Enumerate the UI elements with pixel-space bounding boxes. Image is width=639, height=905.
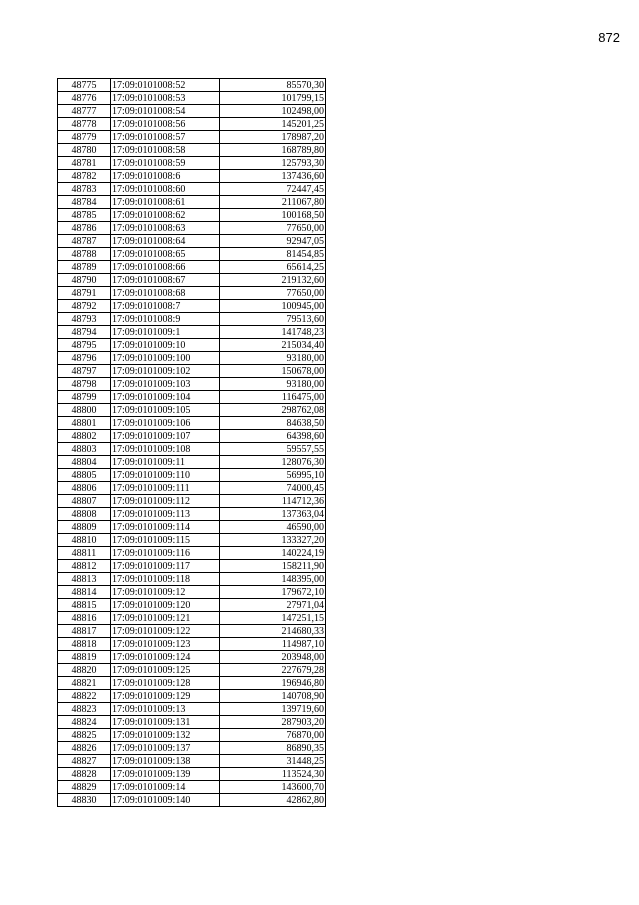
value-cell: 147251,15 [220,612,326,625]
row-number-cell: 48820 [58,664,111,677]
row-number-cell: 48778 [58,118,111,131]
table-row [58,365,326,378]
value-cell: 141748,23 [220,326,326,339]
cadastral-number-cell: 17:09:0101008:62 [111,209,220,222]
value-cell: 215034,40 [220,339,326,352]
cadastral-number-cell: 17:09:0101008:52 [111,79,220,92]
row-number-cell: 48791 [58,287,111,300]
cadastral-number-cell: 17:09:0101009:14 [111,781,220,794]
table-row [58,781,326,794]
cadastral-number-cell: 17:09:0101009:123 [111,638,220,651]
cadastral-number-cell: 17:09:0101008:68 [111,287,220,300]
table-row [58,495,326,508]
value-cell: 114712,36 [220,495,326,508]
row-number-cell: 48779 [58,131,111,144]
value-cell: 143600,70 [220,781,326,794]
table-row [58,443,326,456]
row-number-cell: 48781 [58,157,111,170]
table-row [58,560,326,573]
value-cell: 137436,60 [220,170,326,183]
value-cell: 148395,00 [220,573,326,586]
row-number-cell: 48823 [58,703,111,716]
table-row [58,742,326,755]
row-number-cell: 48789 [58,261,111,274]
value-cell: 219132,60 [220,274,326,287]
table-row [58,391,326,404]
value-cell: 178987,20 [220,131,326,144]
row-number-cell: 48802 [58,430,111,443]
cadastral-number-cell: 17:09:0101009:10 [111,339,220,352]
cadastral-number-cell: 17:09:0101009:118 [111,573,220,586]
row-number-cell: 48829 [58,781,111,794]
row-number-cell: 48790 [58,274,111,287]
cadastral-number-cell: 17:09:0101009:138 [111,755,220,768]
value-cell: 79513,60 [220,313,326,326]
row-number-cell: 48815 [58,599,111,612]
cadastral-value-table [57,78,326,807]
cadastral-number-cell: 17:09:0101009:137 [111,742,220,755]
row-number-cell: 48804 [58,456,111,469]
value-cell: 179672,10 [220,586,326,599]
cadastral-number-cell: 17:09:0101009:128 [111,677,220,690]
row-number-cell: 48816 [58,612,111,625]
cadastral-number-cell: 17:09:0101008:9 [111,313,220,326]
row-number-cell: 48807 [58,495,111,508]
cadastral-number-cell: 17:09:0101009:129 [111,690,220,703]
cadastral-number-cell: 17:09:0101008:58 [111,144,220,157]
cadastral-number-cell: 17:09:0101009:122 [111,625,220,638]
cadastral-number-cell: 17:09:0101009:108 [111,443,220,456]
table-row [58,92,326,105]
value-cell: 137363,04 [220,508,326,521]
row-number-cell: 48775 [58,79,111,92]
cadastral-number-cell: 17:09:0101009:112 [111,495,220,508]
row-number-cell: 48794 [58,326,111,339]
cadastral-number-cell: 17:09:0101009:125 [111,664,220,677]
table-row [58,378,326,391]
value-cell: 168789,80 [220,144,326,157]
row-number-cell: 48780 [58,144,111,157]
value-cell: 46590,00 [220,521,326,534]
row-number-cell: 48821 [58,677,111,690]
value-cell: 56995,10 [220,469,326,482]
cadastral-number-cell: 17:09:0101008:65 [111,248,220,261]
table-row [58,586,326,599]
cadastral-number-cell: 17:09:0101009:11 [111,456,220,469]
cadastral-number-cell: 17:09:0101008:59 [111,157,220,170]
row-number-cell: 48798 [58,378,111,391]
value-cell: 59557,55 [220,443,326,456]
table-row [58,612,326,625]
row-number-cell: 48826 [58,742,111,755]
table-row [58,677,326,690]
row-number-cell: 48803 [58,443,111,456]
row-number-cell: 48825 [58,729,111,742]
cadastral-number-cell: 17:09:0101009:104 [111,391,220,404]
table-row [58,105,326,118]
table-row [58,729,326,742]
row-number-cell: 48788 [58,248,111,261]
value-cell: 72447,45 [220,183,326,196]
value-cell: 93180,00 [220,378,326,391]
table-row [58,716,326,729]
value-cell: 84638,50 [220,417,326,430]
value-cell: 31448,25 [220,755,326,768]
table-row [58,599,326,612]
table-row [58,417,326,430]
value-cell: 114987,10 [220,638,326,651]
cadastral-number-cell: 17:09:0101009:140 [111,794,220,807]
table-row [58,118,326,131]
cadastral-number-cell: 17:09:0101009:1 [111,326,220,339]
cadastral-number-cell: 17:09:0101008:66 [111,261,220,274]
row-number-cell: 48805 [58,469,111,482]
cadastral-number-cell: 17:09:0101008:57 [111,131,220,144]
row-number-cell: 48787 [58,235,111,248]
table-row [58,157,326,170]
table-row [58,456,326,469]
value-cell: 203948,00 [220,651,326,664]
row-number-cell: 48777 [58,105,111,118]
value-cell: 113524,30 [220,768,326,781]
table-row [58,300,326,313]
row-number-cell: 48782 [58,170,111,183]
cadastral-number-cell: 17:09:0101009:113 [111,508,220,521]
value-cell: 81454,85 [220,248,326,261]
table-row [58,131,326,144]
cadastral-number-cell: 17:09:0101009:131 [111,716,220,729]
row-number-cell: 48783 [58,183,111,196]
value-cell: 27971,04 [220,599,326,612]
table-row [58,573,326,586]
table-row [58,794,326,807]
value-cell: 65614,25 [220,261,326,274]
value-cell: 86890,35 [220,742,326,755]
table-row [58,170,326,183]
table-row [58,638,326,651]
cadastral-number-cell: 17:09:0101009:100 [111,352,220,365]
cadastral-number-cell: 17:09:0101009:110 [111,469,220,482]
table-row [58,547,326,560]
row-number-cell: 48785 [58,209,111,222]
cadastral-number-cell: 17:09:0101009:116 [111,547,220,560]
value-cell: 100168,50 [220,209,326,222]
row-number-cell: 48801 [58,417,111,430]
cadastral-number-cell: 17:09:0101009:120 [111,599,220,612]
row-number-cell: 48817 [58,625,111,638]
value-cell: 64398,60 [220,430,326,443]
cadastral-number-cell: 17:09:0101009:107 [111,430,220,443]
cadastral-number-cell: 17:09:0101009:106 [111,417,220,430]
row-number-cell: 48819 [58,651,111,664]
cadastral-number-cell: 17:09:0101008:53 [111,92,220,105]
table-row [58,768,326,781]
table-row [58,248,326,261]
cadastral-number-cell: 17:09:0101008:56 [111,118,220,131]
table-row [58,144,326,157]
value-cell: 287903,20 [220,716,326,729]
value-cell: 139719,60 [220,703,326,716]
value-cell: 140224,19 [220,547,326,560]
row-number-cell: 48813 [58,573,111,586]
row-number-cell: 48808 [58,508,111,521]
value-cell: 128076,30 [220,456,326,469]
row-number-cell: 48786 [58,222,111,235]
cadastral-number-cell: 17:09:0101009:115 [111,534,220,547]
row-number-cell: 48800 [58,404,111,417]
value-cell: 125793,30 [220,157,326,170]
table-row [58,651,326,664]
row-number-cell: 48797 [58,365,111,378]
value-cell: 102498,00 [220,105,326,118]
row-number-cell: 48812 [58,560,111,573]
cadastral-number-cell: 17:09:0101009:102 [111,365,220,378]
row-number-cell: 48822 [58,690,111,703]
value-cell: 77650,00 [220,287,326,300]
table-row [58,261,326,274]
value-cell: 92947,05 [220,235,326,248]
table-row [58,313,326,326]
value-cell: 298762,08 [220,404,326,417]
cadastral-number-cell: 17:09:0101009:105 [111,404,220,417]
cadastral-number-cell: 17:09:0101009:103 [111,378,220,391]
cadastral-number-cell: 17:09:0101009:132 [111,729,220,742]
cadastral-number-cell: 17:09:0101008:64 [111,235,220,248]
table-row [58,339,326,352]
table-row [58,79,326,92]
table-row [58,274,326,287]
table-row [58,755,326,768]
value-cell: 133327,20 [220,534,326,547]
value-cell: 116475,00 [220,391,326,404]
value-cell: 77650,00 [220,222,326,235]
value-cell: 76870,00 [220,729,326,742]
cadastral-number-cell: 17:09:0101009:12 [111,586,220,599]
cadastral-number-cell: 17:09:0101008:63 [111,222,220,235]
value-cell: 100945,00 [220,300,326,313]
table-row [58,508,326,521]
table-row [58,352,326,365]
table-row [58,326,326,339]
cadastral-number-cell: 17:09:0101008:7 [111,300,220,313]
cadastral-number-cell: 17:09:0101009:117 [111,560,220,573]
table-row [58,521,326,534]
row-number-cell: 48784 [58,196,111,209]
table-row [58,235,326,248]
row-number-cell: 48792 [58,300,111,313]
table-row [58,703,326,716]
table-row [58,534,326,547]
value-cell: 211067,80 [220,196,326,209]
page-number: 872 [598,30,620,45]
row-number-cell: 48793 [58,313,111,326]
table-row [58,690,326,703]
value-cell: 145201,25 [220,118,326,131]
value-cell: 227679,28 [220,664,326,677]
cadastral-number-cell: 17:09:0101009:111 [111,482,220,495]
row-number-cell: 48814 [58,586,111,599]
cadastral-number-cell: 17:09:0101008:60 [111,183,220,196]
row-number-cell: 48811 [58,547,111,560]
value-cell: 140708,90 [220,690,326,703]
row-number-cell: 48799 [58,391,111,404]
value-cell: 101799,15 [220,92,326,105]
value-cell: 196946,80 [220,677,326,690]
cadastral-number-cell: 17:09:0101009:13 [111,703,220,716]
table-row [58,183,326,196]
row-number-cell: 48830 [58,794,111,807]
table-row [58,625,326,638]
value-cell: 85570,30 [220,79,326,92]
table-row [58,196,326,209]
row-number-cell: 48809 [58,521,111,534]
value-cell: 74000,45 [220,482,326,495]
value-cell: 42862,80 [220,794,326,807]
table-row [58,664,326,677]
row-number-cell: 48824 [58,716,111,729]
row-number-cell: 48806 [58,482,111,495]
table-row [58,404,326,417]
table-row [58,430,326,443]
cadastral-number-cell: 17:09:0101008:6 [111,170,220,183]
cadastral-number-cell: 17:09:0101009:139 [111,768,220,781]
cadastral-number-cell: 17:09:0101008:67 [111,274,220,287]
table-row [58,287,326,300]
table-body [58,79,326,807]
value-cell: 214680,33 [220,625,326,638]
row-number-cell: 48796 [58,352,111,365]
row-number-cell: 48818 [58,638,111,651]
cadastral-number-cell: 17:09:0101009:121 [111,612,220,625]
table-row [58,222,326,235]
cadastral-number-cell: 17:09:0101009:114 [111,521,220,534]
table-row [58,469,326,482]
value-cell: 158211,90 [220,560,326,573]
row-number-cell: 48776 [58,92,111,105]
row-number-cell: 48828 [58,768,111,781]
row-number-cell: 48810 [58,534,111,547]
cadastral-number-cell: 17:09:0101008:54 [111,105,220,118]
cadastral-number-cell: 17:09:0101009:124 [111,651,220,664]
value-cell: 93180,00 [220,352,326,365]
row-number-cell: 48827 [58,755,111,768]
row-number-cell: 48795 [58,339,111,352]
table-row [58,209,326,222]
table-row [58,482,326,495]
cadastral-number-cell: 17:09:0101008:61 [111,196,220,209]
value-cell: 150678,00 [220,365,326,378]
